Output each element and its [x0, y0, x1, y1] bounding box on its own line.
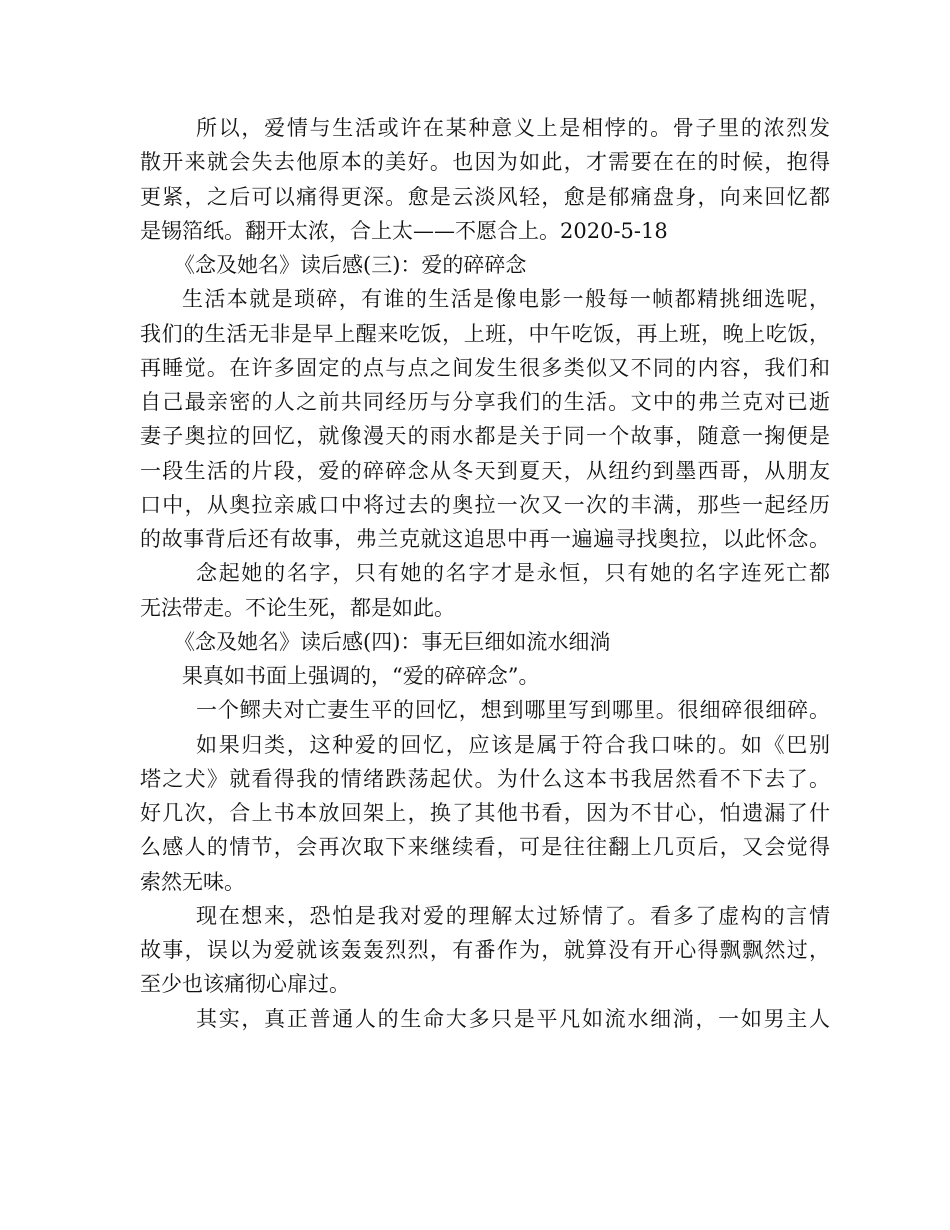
text-line: 现在想来，恐怕是我对爱的理解太过矫情了。看多了虚构的言情 [196, 903, 830, 928]
text-line: 至少也该痛彻心扉过。 [140, 972, 350, 997]
text-line: 一段生活的片段，爱的碎碎念从冬天到夏天，从纽约到墨西哥，从朋友 [140, 458, 830, 483]
text-line: 更紧，之后可以痛得更深。愈是云淡风轻，愈是郁痛盘身，向来回忆都 [140, 184, 830, 209]
text-line: 一个鳏夫对亡妻生平的回忆，想到哪里写到哪里。很细碎很细碎。 [196, 698, 830, 723]
text-line: 是锡箔纸。翻开太浓，合上太——不愿合上。2020-5-18 [140, 218, 668, 243]
text-line: 无法带走。不论生死，都是如此。 [140, 595, 455, 620]
text-line: 索然无味。 [140, 869, 245, 894]
text-line: 我们的生活无非是早上醒来吃饭，上班，中午吃饭，再上班，晚上吃饭， [140, 321, 830, 346]
text-line: 好几次，合上书本放回架上，换了其他书看，因为不甘心，怕遗漏了什 [140, 801, 830, 825]
text-line: 口中，从奥拉亲戚口中将过去的奥拉一次又一次的丰满，那些一起经历 [140, 492, 830, 517]
section-heading: 《念及她名》读后感(三)：爱的碎碎念 [174, 253, 527, 277]
text-line: 如果归类，这种爱的回忆，应该是属于符合我口味的。如《巴别 [196, 732, 830, 757]
text-line: 故事，误以为爱就该轰轰烈烈，有番作为，就算没有开心得飘飘然过， [140, 938, 830, 962]
text-line: 生活本就是琐碎，有谁的生活是像电影一般每一帧都精挑细选呢， [182, 287, 830, 312]
document-body [140, 112, 830, 1037]
text-line: 塔之犬》就看得我的情绪跌荡起伏。为什么这本书我居然看不下去了。 [140, 766, 830, 791]
text-line: 妻子奥拉的回忆，就像漫天的雨水都是关于同一个故事，随意一掬便是 [140, 424, 830, 449]
text-line: 么感人的情节，会再次取下来继续看，可是往往翻上几页后，又会觉得 [140, 835, 830, 860]
text-line: 再睡觉。在许多固定的点与点之间发生很多类似又不同的内容，我们和 [140, 355, 830, 380]
text-line: 自己最亲密的人之前共同经历与分享我们的生活。文中的弗兰克对已逝 [140, 390, 830, 414]
text-line: 其实，真正普通人的生命大多只是平凡如流水细淌，一如男主人 [196, 1006, 830, 1031]
text-line: 的故事背后还有故事，弗兰克就这追思中再一遍遍寻找奥拉，以此怀念。 [140, 527, 830, 551]
text-line: 念起她的名字，只有她的名字才是永恒，只有她的名字连死亡都 [196, 561, 830, 586]
text-line: 果真如书面上强调的，“爱的碎碎念”。 [182, 664, 540, 688]
text-line: 所以，爱情与生活或许在某种意义上是相悖的。骨子里的浓烈发 [196, 116, 830, 140]
section-heading: 《念及她名》读后感(四)：事无巨细如流水细淌 [174, 629, 611, 654]
text-line: 散开来就会失去他原本的美好。也因为如此，才需要在在的时候，抱得 [140, 150, 830, 175]
